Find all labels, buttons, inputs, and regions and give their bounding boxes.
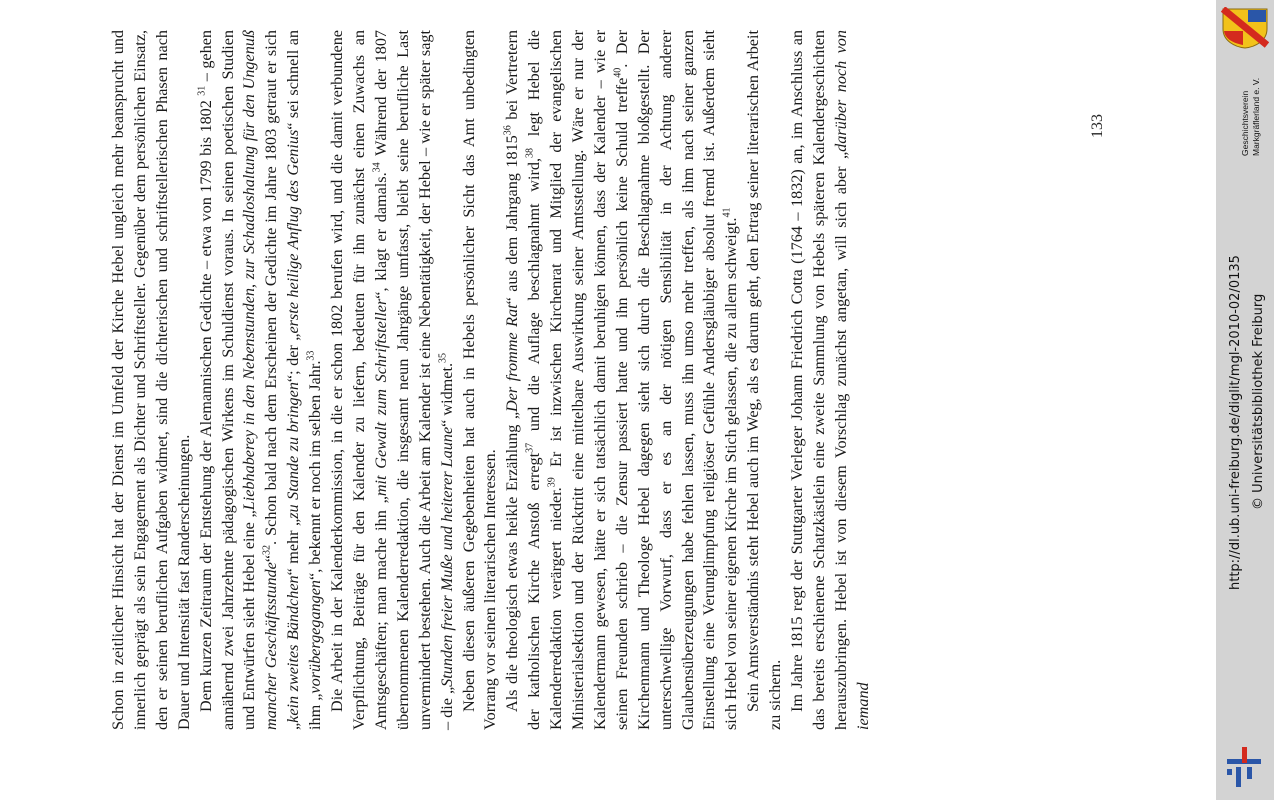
library-logo-icon — [1224, 745, 1264, 789]
text-run: “ mehr „ — [284, 518, 303, 576]
document-url-link[interactable]: http://dl.ub.uni-freiburg.de/diglit/mgl-2010-02/0135 — [1228, 255, 1243, 590]
text-run: Im Jahre 1815 regt der Stuttgarter Verleger Johann Friedrich Cotta (1764 – 1832) an, im Anschluss an das bereits erschienene Schatzkästlein eine zweite Sammlung von Hebels späteren Kalendergeschichten herauszubringen. Hebel ist von diesem Vorschlag zunächst angetan, will sich aber „ — [788, 30, 850, 730]
footnote-ref: 37 — [524, 442, 536, 453]
society-name-line1: Geschichtsverein — [1240, 90, 1250, 156]
text-run: Sein Amtsverständnis steht Hebel auch im Weg, als es darum geht, den Ertrag seiner literarischen Arbeit zu sichern. — [744, 30, 785, 730]
text-run: Schon in zeitlicher Hinsicht hat der Dienst im Umfeld der Kirche Hebel ungleich mehr beansprucht und innerlich geprägt als sein Engagement als Dichter und Schriftsteller. Gegenüber dem persönlichen Einsatz, den er seinen beruflichen Aufgaben widmet, sind die dichterischen und schriftstellerischen Phasen nach Dauer und Intensität fast Randerscheinungen. — [109, 30, 193, 730]
italic-quote: vorübergegangen — [306, 579, 325, 694]
paragraph — [108, 30, 196, 730]
footnote-ref: 34 — [371, 162, 383, 173]
text-run: und die Auflage beschlagnahmt wird, — [525, 157, 544, 443]
text-run: “ sei schnell an ihm „ — [284, 29, 325, 730]
body-text — [108, 30, 1068, 730]
text-run: – gehen annähernd zwei Jahrzehnte pädagogischen Wirkens im Schuldienst voraus. In seinen poetischen Studien und Entwürfen sieht Hebel eine „ — [196, 30, 259, 730]
paragraph — [196, 30, 327, 730]
footnote-ref: 39 — [546, 477, 558, 488]
paragraph — [459, 30, 503, 730]
paragraph — [743, 30, 787, 730]
footnote-ref: 38 — [524, 147, 536, 158]
footnote-ref: 33 — [305, 350, 317, 361]
text-run: legt Hebel die Kalenderredaktion verärgert nieder. — [525, 30, 566, 730]
footnote-ref: 32 — [261, 544, 273, 555]
text-run: “ widmet. — [437, 363, 456, 427]
text-run: . Der Kirchenmann und Theologe Hebel dagegen sieht sich durch die Beschlagnahme bloßgestellt. Der unterschwellige Vorwurf, dass er es an der nötigen Sensibilität in der Achtung anderer Glaubensüberzeugungen habe fehlen lassen, muss ihn umso mehr treffen, als ihm nach seiner ganzen Einstellung eine Verunglimpfung religiöser Gefühle Andersgläubiger absolut fremd ist. Außerdem sieht sich Hebel von seiner eigenen Kirche im Stich gelassen, die zu allem schweigt. — [612, 29, 741, 730]
paragraph — [787, 30, 875, 730]
text-run: “; der „ — [284, 333, 303, 383]
paragraph — [502, 30, 743, 730]
italic-quote: Der fromme Rat — [503, 304, 522, 412]
text-run: Dem kurzen Zeitraum der Entstehung der Alemannischen Gedichte – etwa von 1799 bis 1802 — [196, 95, 215, 712]
footnote-ref: 31 — [196, 85, 208, 96]
text-run: “, klagt er damals. — [371, 172, 390, 299]
copyright-notice: © Universitätsbibliothek Freiburg — [1251, 293, 1266, 510]
text-run: Die Arbeit in der Kalenderkommission, in die er schon 1802 berufen wird, und die damit verbundene Verpflichtung, Beiträge für den Kalender zu liefern, bedeuten für ihn zunächst einen Zuwachs an Amtsgeschäften; man mache ihn „ — [328, 30, 390, 730]
paragraph — [327, 30, 458, 730]
society-name-line2: Markgräflerland e. V. — [1251, 77, 1261, 156]
italic-quote: Stunden freier Muße und heiterer Laune — [437, 426, 456, 687]
text-run: bei Vertretern der katholischen Kirche Anstoß erregt — [503, 30, 544, 730]
page-number: 133 — [1089, 114, 1106, 138]
italic-quote: Liebhaberey in den Nebenstunden, zur Schadloshaltung für den Ungenuß mancher Geschäftsstunde — [240, 30, 281, 730]
text-run: Während der 1807 übernommenen Kalenderredaktion, die insgesamt neun Jahrgänge umfasst, bleibt seine berufliche Last unvermindert bestehen. Auch die Arbeit am Kalender ist eine Nebentätigkeit, der Hebel – wie er später sagt – die „ — [371, 29, 456, 730]
text-run: “ aus dem Jahrgang 1815 — [503, 135, 522, 305]
footnote-ref: 36 — [502, 125, 514, 136]
italic-quote: darüber noch von iemand — [831, 30, 872, 730]
footnote-ref: 40 — [612, 67, 624, 78]
italic-quote: erste heilige Anflug des Genius — [284, 129, 303, 334]
coat-of-arms-icon — [1221, 7, 1269, 49]
footnote-ref: 41 — [721, 207, 733, 218]
text-run: Er ist inzwischen Kirchenrat und Mitglied der evangelischen Ministerialsektion und der Rücktritt eine mittelbare Auswirkung seiner Amtsstellung. Wäre er nur der Kalendermann gewesen, hätte er sich tatsächlich damit beruhigen können, dass der Kalender – wie er seinen Freunden schrieb – die Zensur passiert hatte und ihn persönlich keine Schuld treffe — [547, 30, 631, 730]
text-run: . Schon bald nach dem Erscheinen der Gedichte im Jahre 1803 getraut er sich „ — [262, 29, 303, 730]
italic-quote: zu Stande zu bringen — [284, 382, 303, 519]
text-run: “ — [262, 554, 281, 563]
italic-quote: kein zweites Bändchen — [284, 575, 303, 723]
text-run: Als die theologisch etwas heikle Erzählung „ — [503, 411, 522, 712]
italic-quote: mit Gewalt zum Schriftsteller — [371, 298, 390, 497]
text-run: “, bekennt er noch im selben Jahr. — [306, 360, 325, 580]
footnote-ref: 35 — [437, 353, 449, 363]
text-run: Neben diesen äußeren Gegebenheiten hat auch in Hebels persönlicher Sicht das Amt unbedingten Vorrang vor seinen literarischen Interessen. — [459, 30, 500, 730]
